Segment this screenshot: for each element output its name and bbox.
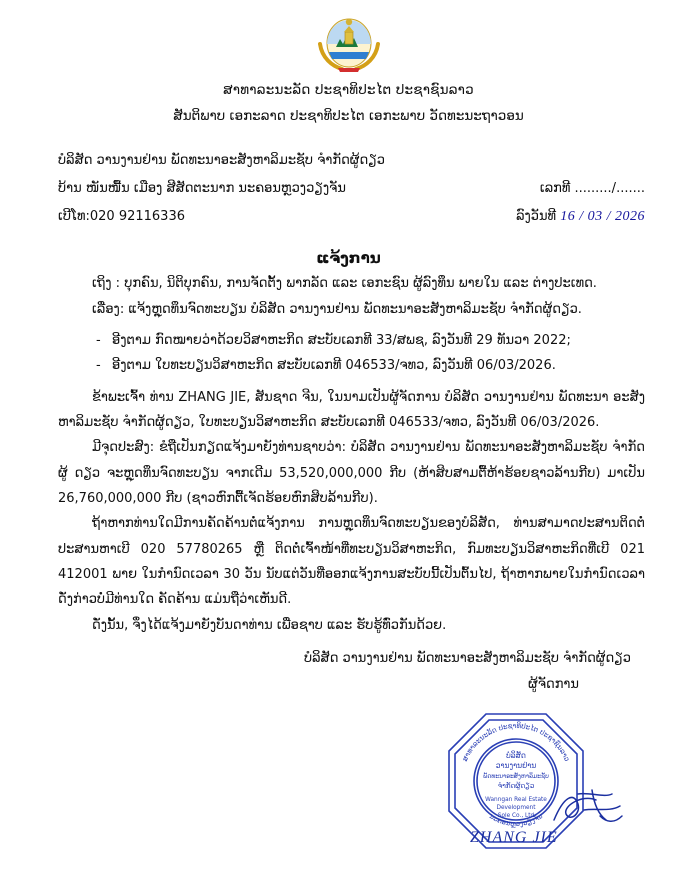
letterhead-date-value: 16 / 03 / 2026 (560, 208, 645, 224)
subject-label: ເຖິງ : (92, 276, 121, 292)
page-title: ແຈ້ງການ (316, 249, 381, 268)
signature-company: ບໍລິສັດ ວານງານຢ່ານ ພັດທະນາອະສັງຫາລິມະຊັບ ຈຳກັດຜູ້ດຽວ (303, 651, 631, 667)
paragraph-closing: ດັ່ງນັ້ນ, ຈຶ່ງໄດ້ແຈ້ງມາຍັງບັນດາທ່ານ ເພື່ອຊາບ ແລະ ຮັບຮູ້ທົ່ວກັນດ້ວຍ. (92, 617, 447, 633)
document-body (0, 271, 697, 638)
paragraph-objection: ຖ້າຫາກທ່ານໃດມີການຄັດຄ້ານຕໍ່ແຈ້ງການ ການຫຼຸດທຶນຈົດທະບຽນຂອງບໍລິສັດ, ທ່ານສາມາດປະສານຕິດຕໍ່ ປະສານຫາເບີ 020 57780265 ຫຼື ຕິດຕໍ່ເຈົ້າໜ້າທີ່ທະບຽນວິສາຫະກິດ, ກົມທະບຽນວິສາຫະກິດທີ່ເບີ 021 412001 ພາຍ ໃນກຳນົດເວລາ 30 ວັນ ນັບແຕ່ວັນທີ່ອອກແຈ້ງການສະບັບນີ້ເປັນຕົ້ນໄປ, ຖ້າຫາກພາຍໃນກຳນົດເວລາດັ່ງກ່າວບໍ່ມີທ່ານໃດ ຄັດຄ້ານ ແມ່ນຖືວ່າເຫັນດີ. (58, 516, 645, 608)
handwritten-signature (548, 786, 626, 836)
re-text: ແຈ້ງຫຼຸດທຶນຈົດທະບຽນ ບໍລິສັດ ວານງານຢ່ານ ພັດທະນາອະສັງຫາລິມະຊັບ ຈຳກັດຜູ້ດຽວ. (128, 301, 582, 317)
letterhead-address: ບ້ານ ໜັນໜື້ນ ເມືອງ ສີສັດຕະນາກ ນະຄອນຫຼວງວຽງຈັນ (58, 180, 346, 196)
paragraph-intro: ຂ້າພະເຈົ້າ ທ່ານ ZHANG JIE, ສັນຊາດ ຈີນ, ໃນນາມເປັນຜູ້ຈັດການ ບໍລິສັດ ວານງານຢ່ານ ພັດທະນາ ອະສັງຫາລິມະຊັບ ຈຳກັດຜູ້ດຽວ, ໃບທະບຽນວິສາຫະກິດ ສະບັບເລກທີ 046533/ຈທວ, ລົງວັນທີ 06/03/2026. (58, 389, 645, 430)
subject-line (58, 271, 645, 296)
stamp-lao-line1: ບໍລິສັດ (506, 751, 526, 761)
national-header-line2: ສັນຕິພາບ ເອກະລາດ ປະຊາທິປະໄຕ ເອກະພາບ ວັດທະນະຖາວອນ (173, 107, 524, 124)
paragraph-purpose: ມີຈຸດປະສົງ: ຂໍຖືເປັນກຽດແຈ້ງມາຍັງທ່ານຊາບວ່າ: ບໍລິສັດ ວານງານຢ່ານ ພັດທະນາອະສັງຫາລິມະຊັບ ຈຳກັດຜູ້ ດຽວ ຈະຫຼຸດທຶນຈົດທະບຽນ ຈາກເດີມ 53,520,000,000 ກີບ (ຫ້າສິບສາມຕື້ຫ້າຮ້ອຍຊາວລ້ານກີບ) ມາເປັນ 26,760,000,000 ກີບ (ຊາວຫົກຕື້ເຈັດຮ້ອຍຫົກສິບລ້ານກີບ). (58, 440, 645, 507)
stamp-arc-bottom: ນະຄອນຫຼວງວຽງຈັນ (487, 812, 545, 829)
subject-text: ບຸກຄົນ, ນິຕິບຸກຄົນ, ການຈັດຕັ້ງ ພາກລັດ ແລະ ເອກະຊົນ ຜູ້ລົງທຶນ ພາຍໃນ ແລະ ຕ່າງປະເທດ. (124, 276, 597, 292)
stamp-lao-line3: ພັດທະນາອະສັງຫາລິມະຊັບ (483, 773, 549, 781)
stamp-area (0, 698, 697, 877)
letterhead-company: ບໍລິສັດ ວານງານຢ່ານ ພັດທະນາອະສັງຫາລິມະຊັບ ຈຳກັດຜູ້ດຽວ (58, 153, 386, 169)
stamp-lao-line4: ຈຳກັດຜູ້ດຽວ (497, 782, 535, 791)
stamp-en-line2: Development (496, 805, 536, 812)
lao-national-emblem (0, 0, 697, 72)
list-item: - ອີງຕາມ ກົດໝາຍວ່າດ້ວຍວິສາຫະກິດ ສະບັບເລກທີ 33/ສພຊ, ລົງວັນທີ 29 ທັນວາ 2022; (96, 328, 645, 353)
stamp-en-line1: Wanngan Real Estate (485, 797, 547, 804)
reference-list (58, 328, 645, 379)
national-header (0, 78, 697, 129)
letterhead-phone: ເບີໂທ:020 92116336 (58, 208, 185, 224)
signature-role: ຜູ້ຈັດການ (528, 677, 579, 693)
signature-block (0, 646, 697, 698)
stamp-arc-top: ສາທາລະນະລັດ ປະຊາທິປະໄຕ ປະຊາຊົນລາວ (461, 722, 571, 763)
re-label: ເລື່ອງ: (92, 301, 125, 317)
stamp-lao-line2: ວານງານຢ່ານ (495, 761, 537, 771)
letterhead-date-label: ລົງວັນທີ (516, 208, 557, 224)
stamp-en-line3: Sole Co., Ltd (497, 813, 535, 820)
national-header-line1: ສາທາລະນະລັດ ປະຊາທິປະໄຕ ປະຊາຊົນລາວ (223, 82, 474, 98)
signer-name: ZHANG JIE (470, 829, 558, 847)
letterhead-ref: ເລກທີ ........./....... (539, 180, 645, 196)
letterhead (0, 147, 697, 231)
re-line (58, 297, 645, 322)
list-item: - ອີງຕາມ ໃບທະບຽນວິສາຫະກິດ ສະບັບເລກທີ 046533/ຈທວ, ລົງວັນທີ 06/03/2026. (96, 353, 645, 378)
